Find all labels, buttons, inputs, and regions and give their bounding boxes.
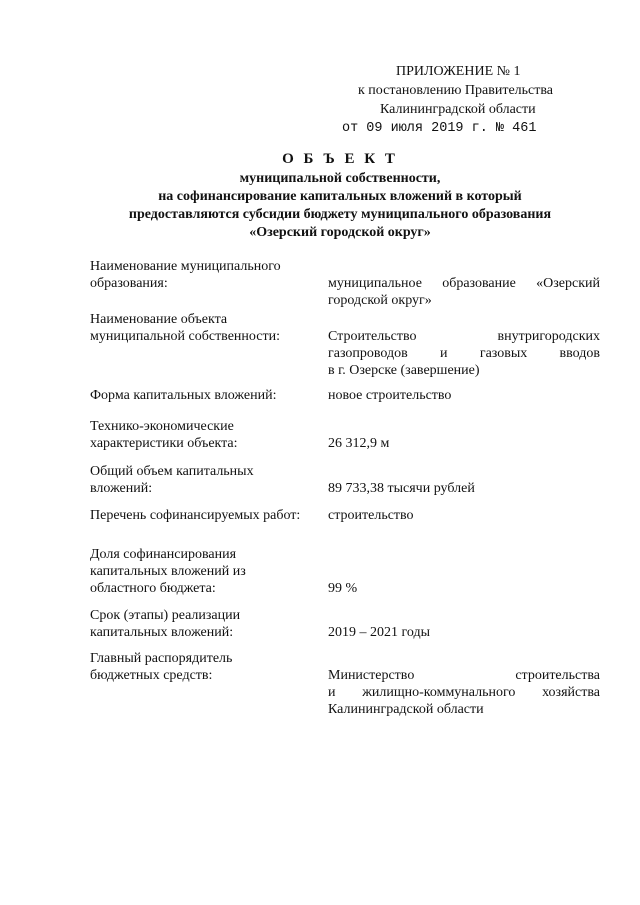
row-label	[90, 311, 320, 345]
row-label	[90, 607, 320, 641]
value-line: газопроводов и газовых вводов	[328, 346, 600, 361]
row-label: Перечень софинансируемых работ:	[90, 508, 301, 523]
value-line: Строительство внутригородских	[328, 329, 600, 344]
label-line: Технико-экономические	[90, 419, 234, 434]
row-value: строительство	[328, 508, 414, 523]
document-title	[80, 150, 600, 242]
label-line: Наименование объекта	[90, 312, 228, 327]
label-line: Срок (этапы) реализации	[90, 608, 241, 623]
row-label	[90, 258, 320, 292]
value-line: городской округ»	[328, 293, 432, 308]
label-line: Доля софинансирования	[90, 547, 237, 562]
appendix-date: от 09 июля 2019 г. № 461	[342, 121, 537, 136]
label-line: капитальных вложений:	[90, 625, 234, 640]
title-main: О Б Ъ Е К Т	[282, 151, 398, 167]
label-line: Главный распорядитель	[90, 651, 233, 666]
row-value: 89 733,38 тысячи рублей	[328, 481, 475, 496]
row-label	[90, 546, 320, 597]
value-line: Министерство строительства	[328, 668, 600, 683]
title-line-1: муниципальной собственности,	[239, 171, 441, 186]
row-label	[90, 418, 320, 452]
label-line: муниципальной собственности:	[90, 329, 280, 344]
row-value	[328, 328, 600, 379]
label-line: областного бюджета:	[90, 581, 216, 596]
appendix-number: ПРИЛОЖЕНИЕ № 1	[396, 64, 521, 79]
row-label	[90, 650, 320, 684]
label-line: капитальных вложений из	[90, 564, 246, 579]
row-value: 26 312,9 м	[328, 436, 390, 451]
row-value	[328, 667, 600, 718]
title-line-3: предоставляются субсидии бюджету муниципального образования	[128, 207, 552, 222]
label-line: вложений:	[90, 481, 153, 496]
value-line: муниципальное образование «Озерский	[328, 276, 600, 291]
appendix-ref: к постановлению Правительства	[358, 83, 554, 98]
label-line: бюджетных средств:	[90, 668, 213, 683]
row-value: 99 %	[328, 581, 358, 596]
title-line-4: «Озерский городской округ»	[249, 225, 431, 240]
label-line: Наименование муниципального	[90, 259, 281, 274]
label-line: Общий объем капитальных	[90, 464, 254, 479]
label-line: характеристики объекта:	[90, 436, 238, 451]
value-line: и жилищно-коммунального хозяйства	[328, 685, 600, 700]
row-label: Форма капитальных вложений:	[90, 388, 277, 403]
row-label	[90, 463, 320, 497]
row-value	[328, 275, 600, 309]
value-line: в г. Озерске (завершение)	[328, 363, 480, 378]
value-line: Калининградской области	[328, 702, 484, 717]
appendix-region: Калининградской области	[380, 102, 536, 117]
appendix-header	[342, 62, 582, 138]
row-value: новое строительство	[328, 388, 452, 403]
row-value: 2019 – 2021 годы	[328, 625, 431, 640]
label-line: образования:	[90, 276, 168, 291]
title-line-2: на софинансирование капитальных вложений в который	[158, 189, 522, 204]
